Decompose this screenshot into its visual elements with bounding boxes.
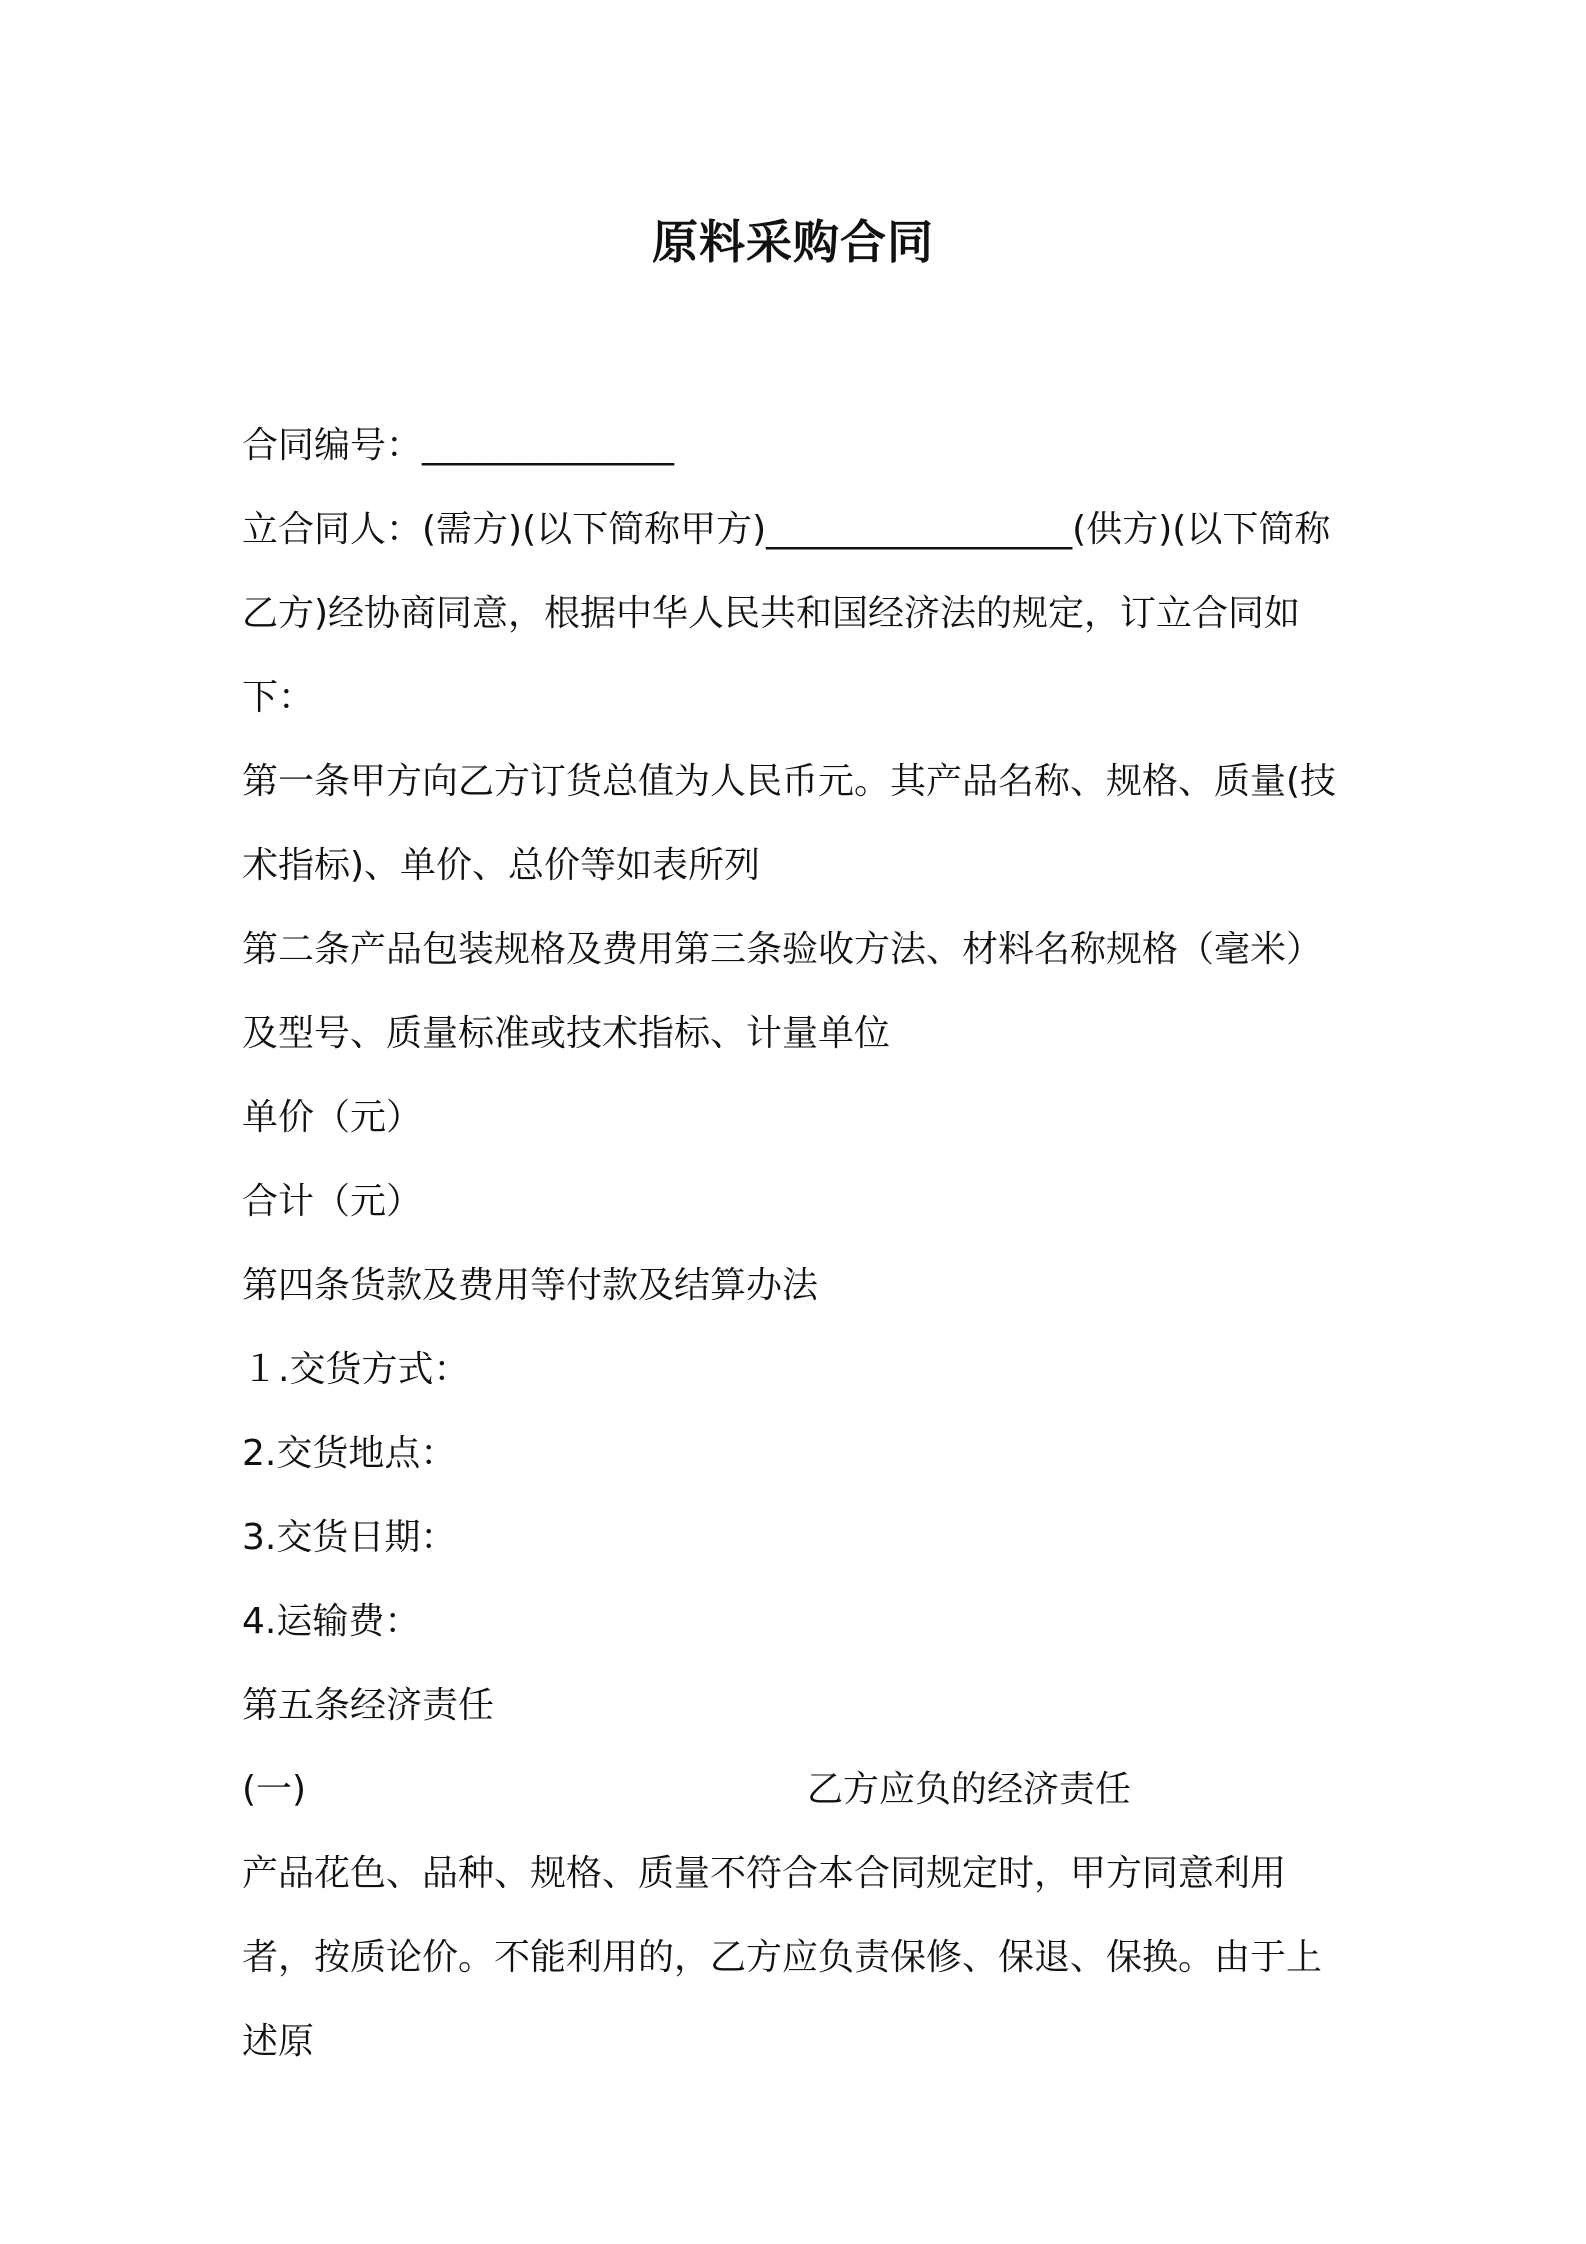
list-item-freight: 4.运输费： bbox=[242, 1601, 421, 1642]
section-1-marker: (一) bbox=[242, 1769, 307, 1810]
article-5: 第五条经济责任 bbox=[242, 1685, 495, 1726]
total-line: 合计（元） bbox=[242, 1181, 423, 1222]
list-item-delivery-date: 3.交货日期： bbox=[242, 1517, 457, 1558]
liability-paragraph: 产品花色、品种、规格、质量不符合本合同规定时，甲方同意利用者，按质论价。不能利用的，乙方应负责保修、保退、保换。由于上述原 bbox=[242, 1853, 1323, 2062]
article-4: 第四条货款及费用等付款及结算办法 bbox=[242, 1265, 819, 1306]
document-title: 原料采购合同 bbox=[652, 215, 934, 269]
document-body bbox=[242, 404, 1352, 2084]
article-2-3: 第二条产品包装规格及费用第三条验收方法、材料名称规格（毫米）及型号、质量标准或技术指标、计量单位 bbox=[242, 929, 1323, 1054]
list-item-delivery-method: １.交货方式： bbox=[242, 1349, 470, 1390]
article-1: 第一条甲方向乙方订货总值为人民币元。其产品名称、规格、质量(技术指标)、单价、总价等如表所列 bbox=[242, 761, 1337, 886]
list-item-delivery-location: 2.交货地点： bbox=[242, 1433, 457, 1474]
section-1-heading-line bbox=[242, 1748, 1352, 1832]
section-1-heading: 乙方应负的经济责任 bbox=[807, 1769, 1132, 1810]
contract-number-line: 合同编号：______________ bbox=[242, 425, 675, 466]
unit-price-line: 单价（元） bbox=[242, 1097, 423, 1138]
parties-paragraph: 立合同人：(需方)(以下简称甲方)_________________(供方)(以下简称乙方)经协商同意，根据中华人民共和国经济法的规定，订立合同如下： bbox=[242, 509, 1331, 718]
